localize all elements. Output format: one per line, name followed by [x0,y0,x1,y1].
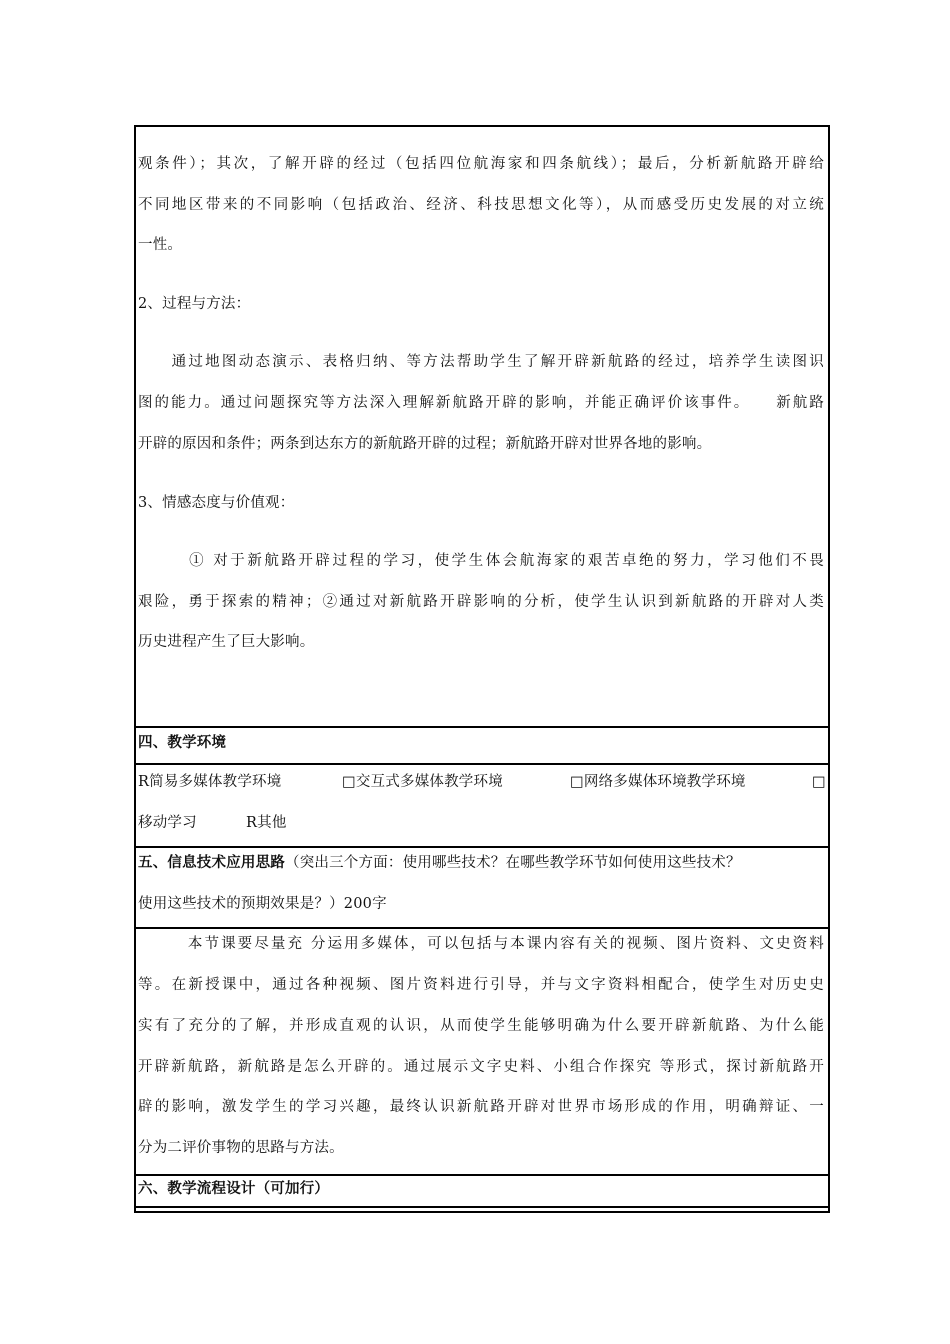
emotion-values-heading: 3、情感态度与价值观： [138,495,295,511]
process-method-line: 图的能力。通过问题探究等方法深入理解新航路开辟的影响，并能正确评价该事件。 新航路 [138,395,824,411]
row-divider [136,726,828,728]
tech-approach-line: 辟的影响，激发学生的学习兴趣，最终认识新航路开辟对世界市场形成的作用，明确辩证、一 [138,1099,824,1115]
option-network-multimedia: □网络多媒体环境教学环境 [570,774,746,790]
row-divider [136,1206,828,1208]
section-5-title-line-2: 使用这些技术的预期效果是？）200字 [138,896,387,912]
option-other: R其他 [246,815,287,831]
emotion-values-line: 历史进程产生了巨大影响。 [138,634,315,650]
objective-text-line: 观条件）；其次，了解开辟的经过（包括四位航海家和四条航线）；最后，分析新航路开辟给 [138,156,824,172]
environment-options-line-1 [138,772,824,792]
tech-approach-line: 等。在新授课中，通过各种视频、图片资料进行引导，并与文字资料相配合，使学生对历史史 [138,977,824,993]
row-divider [136,1174,828,1176]
section-5-title [138,853,824,873]
tech-approach-line: 开辟新航路，新航路是怎么开辟的。通过展示文字史料、小组合作探究 等形式，探讨新航路开 [138,1059,824,1075]
objective-text-line: 一性。 [138,237,183,253]
objective-text-line: 不同地区带来的不同影响（包括政治、经济、科技思想文化等），从而感受历史发展的对立统 [138,197,824,213]
tech-approach-line: 本节课要尽量充 分运用多媒体，可以包括与本课内容有关的视频、图片资料、文史资料 [138,936,824,952]
environment-options-line-2 [138,813,824,833]
row-divider [136,927,828,929]
option-interactive-multimedia: □交互式多媒体教学环境 [342,774,503,790]
process-method-line: 开辟的原因和条件；两条到达东方的新航路开辟的过程；新航路开辟对世界各地的影响。 [138,436,712,452]
option-simple-multimedia: R简易多媒体教学环境 [138,774,282,790]
emotion-values-line: ① 对于新航路开辟过程的学习，使学生体会航海家的艰苦卓绝的努力，学习他们不畏 [138,553,824,569]
section-6-title: 六、教学流程设计（可加行） [138,1180,330,1197]
row-divider [136,763,828,765]
section-5-title-bold: 五、信息技术应用思路 [138,854,285,871]
emotion-values-line: 艰险，勇于探索的精神；②通过对新航路开辟影响的分析，使学生认识到新航路的开辟对人类 [138,594,824,610]
section-5-title-note: （突出三个方面：使用哪些技术？在哪些教学环节如何使用这些技术？ [285,855,741,871]
option-mobile-learning: 移动学习 [138,815,197,831]
option-mobile-checkbox: □ [812,774,826,790]
row-divider [136,846,828,848]
process-method-heading: 2、过程与方法： [138,296,251,312]
tech-approach-line: 实有了充分的了解，并形成直观的认识，从而使学生能够明确为什么要开辟新航路、为什么能 [138,1018,824,1034]
tech-approach-line: 分为二评价事物的思路与方法。 [138,1140,344,1156]
lesson-plan-table [134,125,830,1213]
process-method-line: 通过地图动态演示、表格归纳、等方法帮助学生了解开辟新航路的经过，培养学生读图识 [138,354,824,370]
section-4-title: 四、教学环境 [138,734,227,751]
